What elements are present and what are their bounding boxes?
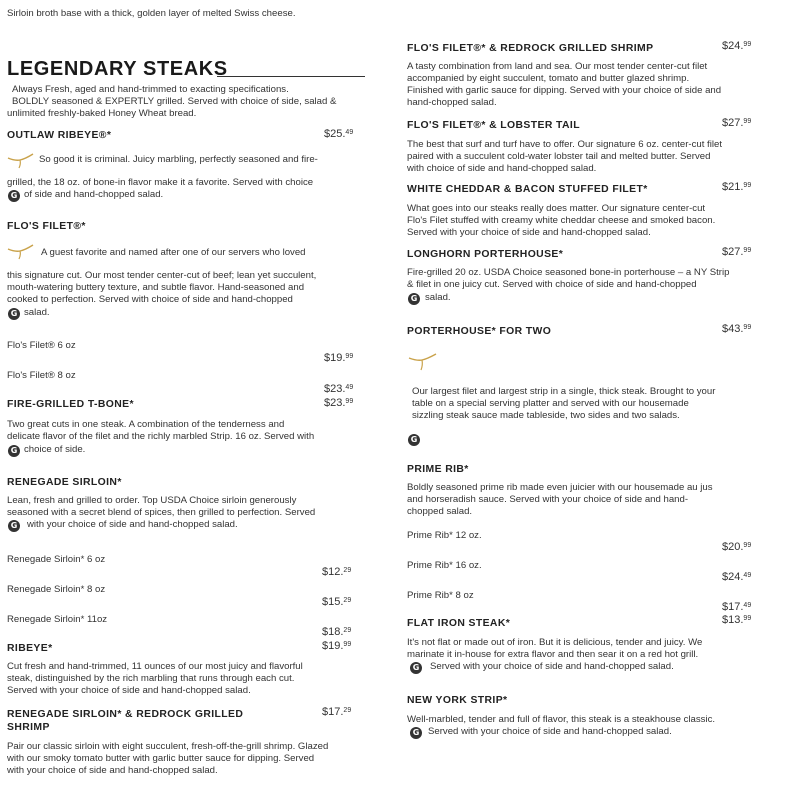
option-price: $12.29 (322, 566, 352, 578)
dish-description: Finished with garlic sauce for dipping. Served with your choice of side and (407, 85, 722, 96)
dish-description: choice of side. (24, 444, 86, 455)
dish-description: Served with your choice of side and hand-chopped salad. (7, 685, 251, 696)
dish-description: hand-chopped salad. (407, 97, 497, 108)
longhorn-icon (408, 352, 438, 372)
dish-description: chopped salad. (407, 506, 473, 517)
option-price: $18.29 (322, 626, 352, 638)
longhorn-icon (7, 152, 35, 170)
dish-description: delicate flavor of the filet and the richly marbled Strip. 16 oz. Served with (7, 431, 315, 442)
dish-price: $27.99 (722, 117, 752, 129)
dish-description: and horseradish sauce. Served with your choice of side and hand- (407, 494, 689, 505)
dish-price: $27.99 (722, 246, 752, 258)
dish-name: FLO'S FILET®* & LOBSTER TAIL (407, 120, 580, 131)
dish-name: NEW YORK STRIP* (407, 695, 508, 706)
dish-price: $43.99 (722, 323, 752, 335)
gluten-free-icon: G (408, 293, 420, 305)
option-price: $20.99 (722, 541, 752, 553)
dish-name: FLO'S FILET®* & REDROCK GRILLED SHRIMP (407, 43, 654, 54)
dish-description: paired with a succulent cold-water lobster tail and melted butter. Served (407, 151, 711, 162)
dish-name: OUTLAW RIBEYE®* (7, 130, 112, 141)
dish-description: The best that surf and turf have to offer. Our signature 6 oz. center-cut filet (407, 139, 722, 150)
dish-description: cooked to perfection. Served with choice of side and hand-chopped (7, 294, 293, 305)
option-label: Renegade Sirloin* 11oz (7, 614, 108, 625)
option-price: $19.99 (324, 352, 354, 364)
option-price: $15.29 (322, 596, 352, 608)
dish-price: $23.99 (324, 397, 354, 409)
dish-description: steak, distinguished by the rich marbling that runs through each cut. (7, 673, 295, 684)
section-title: LEGENDARY STEAKS (7, 58, 228, 80)
gluten-free-icon: G (8, 190, 20, 202)
dish-description: So good it is criminal. Juicy marbling, perfectly seasoned and fire- (39, 154, 318, 165)
dish-description: marinate it in-house for extra flavor and then sear it on a red hot grill. (407, 649, 699, 660)
dish-price: $17.29 (322, 706, 352, 718)
dish-name: SHRIMP (7, 722, 50, 733)
dish-description: Well-marbled, tender and full of flavor, this steak is a steakhouse classic. (407, 714, 716, 725)
dish-description: with your choice of side and hand-chopped salad. (27, 519, 238, 530)
top-description: Sirloin broth base with a thick, golden layer of melted Swiss cheese. (7, 8, 296, 19)
dish-description: seasoned with a secret blend of spices, then grilled to perfection. Served (7, 507, 316, 518)
dish-name: PRIME RIB* (407, 464, 469, 475)
dish-name: FLAT IRON STEAK* (407, 618, 511, 629)
dish-name: RENEGADE SIRLOIN* & REDROCK GRILLED (7, 709, 244, 720)
option-label: Prime Rib* 8 oz (407, 590, 474, 601)
dish-description: with our smoky tomato butter with garlic butter sauce for dipping. Served (7, 753, 315, 764)
gluten-free-icon: G (408, 434, 420, 446)
dish-description: grilled, the 18 oz. of bone-in flavor make it a favorite. Served with choice (7, 177, 314, 188)
longhorn-icon (7, 243, 35, 261)
dish-description: Our largest filet and largest strip in a single, thick steak. Brought to your (412, 386, 716, 397)
dish-name: LONGHORN PORTERHOUSE* (407, 249, 564, 260)
title-underline (217, 76, 365, 77)
option-label: Prime Rib* 16 oz. (407, 560, 482, 571)
option-label: Renegade Sirloin* 8 oz (7, 584, 106, 595)
option-label: Prime Rib* 12 oz. (407, 530, 482, 541)
dish-description: It's not flat or made out of iron. But it is delicious, tender and juicy. We (407, 637, 703, 648)
dish-description: salad. (24, 307, 50, 318)
dish-price: $24.99 (722, 40, 752, 52)
section-intro-line: unlimited freshly-baked Honey Wheat bread. (7, 108, 197, 119)
dish-description: Cut fresh and hand-trimmed, 11 ounces of our most juicy and flavorful (7, 661, 303, 672)
dish-description: mouth-watering buttery texture, and subtle flavor. Hand-seasoned and (7, 282, 305, 293)
option-label: Flo's Filet® 8 oz (7, 370, 76, 381)
dish-description: Served with your choice of side and hand-chopped salad. (428, 726, 672, 737)
dish-name: WHITE CHEDDAR & BACON STUFFED FILET* (407, 184, 648, 195)
section-intro-line: BOLDLY seasoned & EXPERTLY grilled. Served with choice of side, salad & (12, 96, 337, 107)
dish-description: of side and hand-chopped salad. (24, 189, 164, 200)
dish-description: this signature cut. Our most tender center-cut of beef; lean yet succulent, (7, 270, 317, 281)
dish-name: FIRE-GRILLED T-BONE* (7, 399, 134, 410)
dish-description: table on a special serving platter and served with our housemade (412, 398, 689, 409)
dish-name: FLO'S FILET®* (7, 221, 86, 232)
dish-description: A tasty combination from land and sea. Our most tender center-cut filet (407, 61, 708, 72)
gluten-free-icon: G (8, 308, 20, 320)
option-label: Flo's Filet® 6 oz (7, 340, 76, 351)
dish-description: Served with your choice of side and hand-chopped salad. (430, 661, 674, 672)
gluten-free-icon: G (410, 727, 422, 739)
dish-price: $25.49 (324, 128, 354, 140)
dish-description: sizzling steak sauce made tableside, two sides and two salads. (412, 410, 680, 421)
dish-description: A guest favorite and named after one of our servers who loved (41, 247, 306, 258)
dish-description: accompanied by eight succulent, tomato and butter glazed shrimp. (407, 73, 690, 84)
option-label: Renegade Sirloin* 6 oz (7, 554, 106, 565)
dish-price: $21.99 (722, 181, 752, 193)
dish-description: Fire-grilled 20 oz. USDA Choice seasoned bone-in porterhouse – a NY Strip (407, 267, 730, 278)
section-intro-line: Always Fresh, aged and hand-trimmed to exacting specifications. (12, 84, 289, 95)
dish-description: salad. (425, 292, 451, 303)
dish-description: with choice of side and hand-chopped salad. (407, 163, 597, 174)
dish-name: RIBEYE* (7, 643, 53, 654)
dish-description: & filet in one juicy cut. Served with choice of side and hand-chopped (407, 279, 697, 290)
dish-description: Lean, fresh and grilled to order. Top USDA Choice sirloin generously (7, 495, 297, 506)
dish-price: $19.99 (322, 640, 352, 652)
gluten-free-icon: G (8, 520, 20, 532)
dish-name: RENEGADE SIRLOIN* (7, 477, 122, 488)
dish-description: with your choice of side and hand-chopped salad. (7, 765, 218, 776)
dish-name: PORTERHOUSE* FOR TWO (407, 326, 552, 337)
dish-description: Two great cuts in one steak. A combination of the tenderness and (7, 419, 285, 430)
dish-description: Served with your choice of side and hand-chopped salad. (407, 227, 651, 238)
dish-description: Boldly seasoned prime rib made even juicier with our housemade au jus (407, 482, 713, 493)
gluten-free-icon: G (410, 662, 422, 674)
gluten-free-icon: G (8, 445, 20, 457)
dish-description: Flo's Filet stuffed with creamy white cheddar cheese and smoked bacon. (407, 215, 716, 226)
option-price: $23.49 (324, 383, 354, 395)
dish-description: What goes into our steaks really does matter. Our signature center-cut (407, 203, 706, 214)
dish-price: $13.99 (722, 614, 752, 626)
option-price: $24.49 (722, 571, 752, 583)
dish-description: Pair our classic sirloin with eight succulent, fresh-off-the-grill shrimp. Glazed (7, 741, 329, 752)
option-price: $17.49 (722, 601, 752, 613)
